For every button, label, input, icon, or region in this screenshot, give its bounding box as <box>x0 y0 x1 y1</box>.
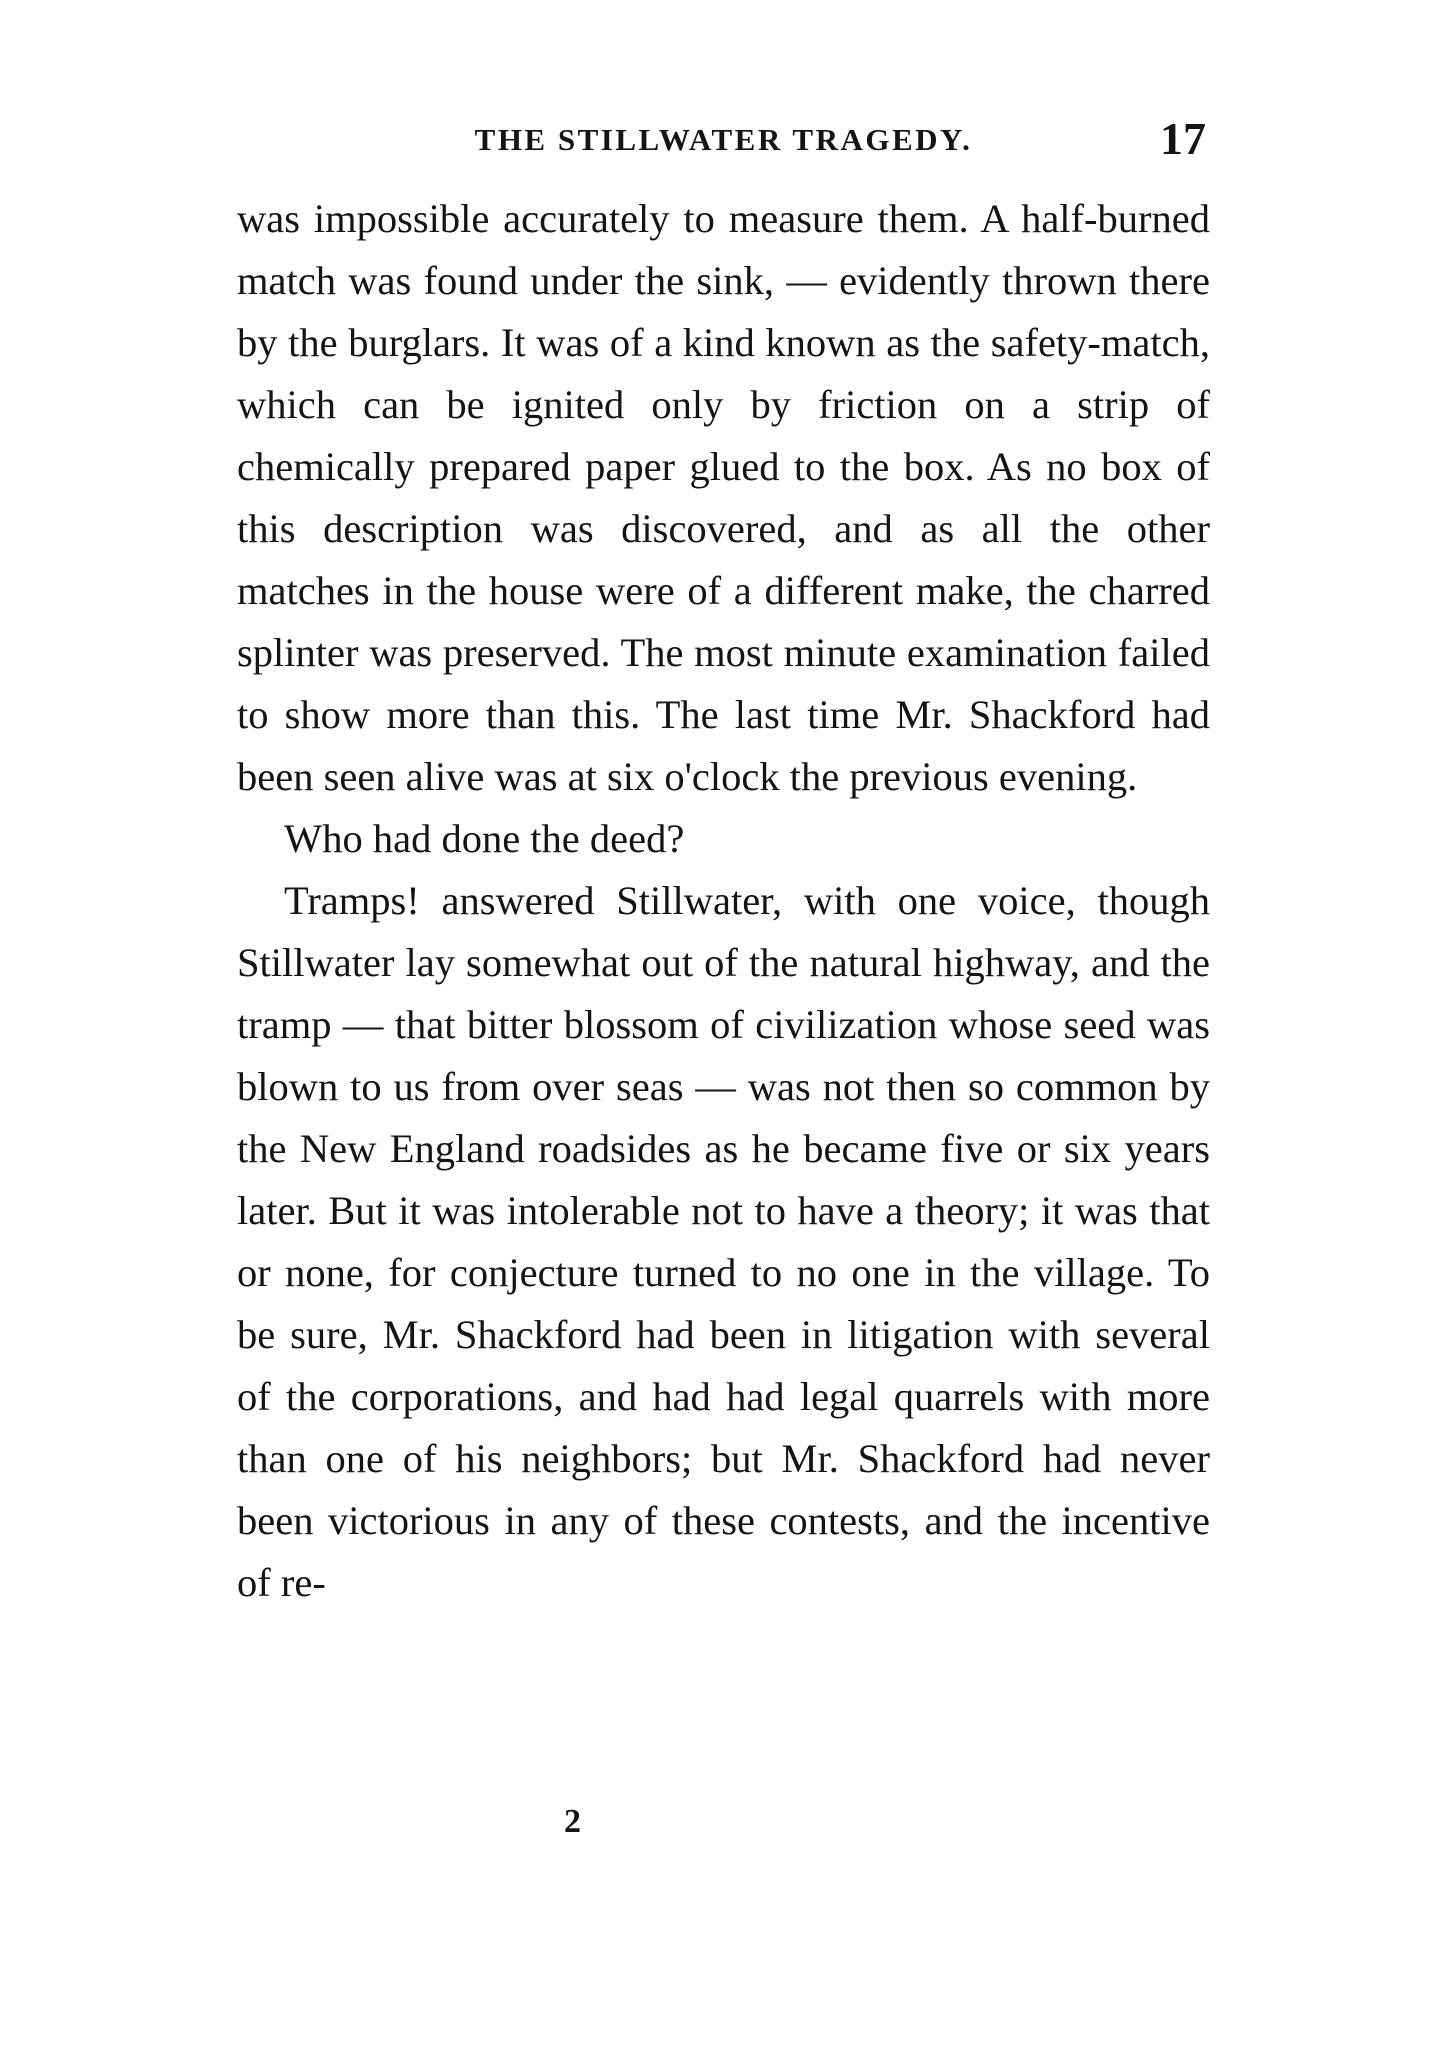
paragraph-continued: was impossible accurately to measure them. A half-burned match was found under the sink, — evidently thrown there by the burglars. It was of a kind known as the safety-match, which can be ignited only by friction on a strip of chemically prepared paper glued to the box. As no box of this description was discovered, and as all the other matches in the house were of a different make, the charred splinter was preserved. The most minute examination failed to show more than this. The last time Mr. Shackford had been seen alive was at six o'clock the previous evening. <box>237 196 1210 799</box>
page-number: 17 <box>1160 113 1206 164</box>
running-head <box>237 112 1210 168</box>
body-text <box>237 188 1210 1614</box>
paragraph-question: Who had done the deed? <box>284 816 685 861</box>
signature-mark: 2 <box>564 1803 581 1840</box>
paragraph-tramps: Tramps! answered Stillwater, with one voice, though Stillwater lay somewhat out of the natural highway, and the tramp — that bitter blossom of civilization whose seed was blown to us from over seas — was not then so common by the New England roadsides as he became five or six years later. But it was intolerable not to have a theory; it was that or none, for conjecture turned to no one in the village. To be sure, Mr. Shackford had been in litigation with several of the corporations, and had had legal quarrels with more than one of his neighbors; but Mr. Shackford had never been victorious in any of these contests, and the incentive of re- <box>237 878 1210 1605</box>
running-title: THE STILLWATER TRAGEDY. <box>474 122 973 157</box>
